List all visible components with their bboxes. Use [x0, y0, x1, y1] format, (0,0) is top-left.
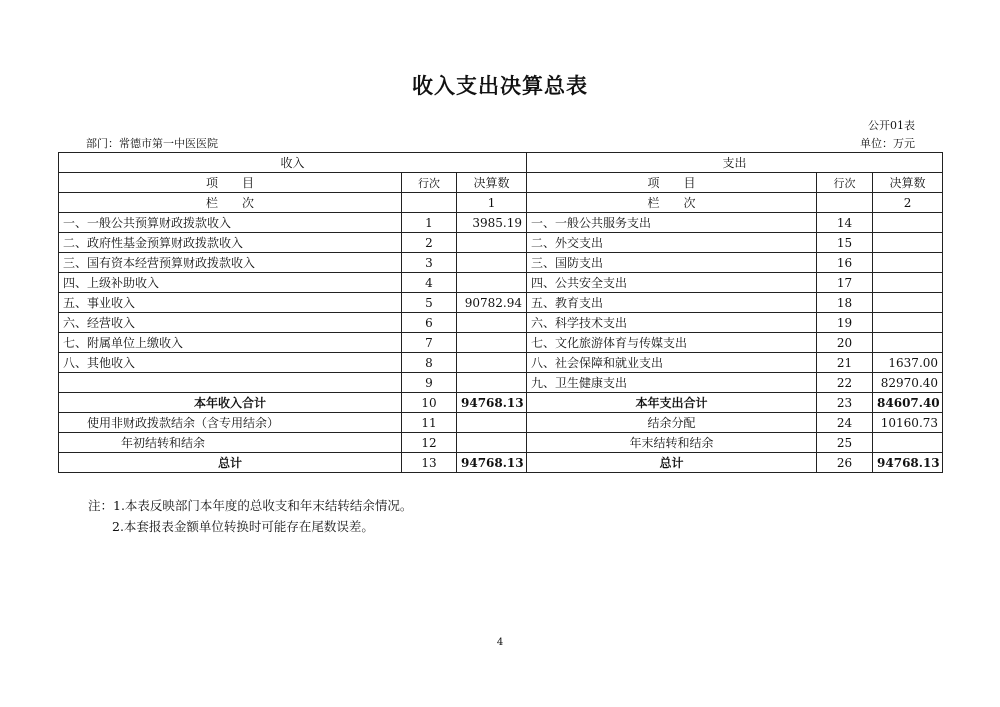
income-item: 三、国有资本经营预算财政拨款收入 — [59, 253, 402, 273]
income-header: 收入 — [59, 153, 527, 173]
table-row — [59, 333, 943, 353]
table-row — [59, 233, 943, 253]
expense-amount — [873, 273, 943, 293]
expense-line-no: 18 — [817, 293, 873, 313]
begin-carryover-amount — [457, 433, 527, 453]
end-carryover-no: 25 — [817, 433, 873, 453]
year-expense-label: 本年支出合计 — [527, 393, 817, 413]
table-row — [59, 253, 943, 273]
income-amount — [457, 233, 527, 253]
income-line-no-header: 行次 — [402, 173, 457, 193]
expense-line-no: 15 — [817, 233, 873, 253]
income-amount — [457, 313, 527, 333]
income-amount: 3985.19 — [457, 213, 527, 233]
expense-item: 二、外交支出 — [527, 233, 817, 253]
note-line-2: 2.本套报表金额单位转换时可能存在尾数误差。 — [112, 519, 374, 534]
table-row — [59, 273, 943, 293]
expense-header: 支出 — [527, 153, 943, 173]
expense-item: 三、国防支出 — [527, 253, 817, 273]
grand-expense-no: 26 — [817, 453, 873, 473]
income-item: 二、政府性基金预算财政拨款收入 — [59, 233, 402, 253]
income-amount-header: 决算数 — [457, 173, 527, 193]
grand-expense-label: 总计 — [527, 453, 817, 473]
page-number: 4 — [496, 637, 504, 648]
table-row — [59, 293, 943, 313]
expense-line-no: 19 — [817, 313, 873, 333]
income-column-blank — [402, 193, 457, 213]
income-item: 四、上级补助收入 — [59, 273, 402, 293]
expense-line-no: 16 — [817, 253, 873, 273]
expense-line-no: 22 — [817, 373, 873, 393]
expense-item: 六、科学技术支出 — [527, 313, 817, 333]
expense-amount — [873, 313, 943, 333]
income-item — [59, 373, 402, 393]
income-amount — [457, 253, 527, 273]
income-column-label: 栏 次 — [59, 193, 402, 213]
income-item-header: 项 目 — [59, 173, 402, 193]
income-item: 一、一般公共预算财政拨款收入 — [59, 213, 402, 233]
year-income-amount: 94768.13 — [457, 393, 527, 413]
table-row — [59, 313, 943, 333]
surplus-row — [59, 413, 943, 433]
income-line-no: 5 — [402, 293, 457, 313]
surplus-distribution-amount: 10160.73 — [873, 413, 943, 433]
end-carryover-label: 年末结转和结余 — [527, 433, 817, 453]
expense-amount: 1637.00 — [873, 353, 943, 373]
form-number: 公开01表 — [868, 119, 915, 132]
income-line-no: 9 — [402, 373, 457, 393]
year-total-row — [59, 393, 943, 413]
expense-amount — [873, 253, 943, 273]
surplus-distribution-label: 结余分配 — [527, 413, 817, 433]
expense-item-header: 项 目 — [527, 173, 817, 193]
year-income-no: 10 — [402, 393, 457, 413]
year-expense-amount: 84607.40 — [873, 393, 943, 413]
begin-carryover-label: 年初结转和结余 — [59, 433, 402, 453]
expense-line-no: 17 — [817, 273, 873, 293]
expense-line-no-header: 行次 — [817, 173, 873, 193]
summary-table — [58, 152, 943, 473]
expense-amount-header: 决算数 — [873, 173, 943, 193]
income-amount — [457, 353, 527, 373]
expense-item: 九、卫生健康支出 — [527, 373, 817, 393]
expense-item: 五、教育支出 — [527, 293, 817, 313]
end-carryover-amount — [873, 433, 943, 453]
grand-income-label: 总计 — [59, 453, 402, 473]
unit-label: 单位：万元 — [860, 137, 915, 150]
expense-item: 一、一般公共服务支出 — [527, 213, 817, 233]
income-line-no: 3 — [402, 253, 457, 273]
nonfiscal-surplus-amount — [457, 413, 527, 433]
grand-income-amount: 94768.13 — [457, 453, 527, 473]
table-row — [59, 373, 943, 393]
income-line-no: 6 — [402, 313, 457, 333]
begin-carryover-no: 12 — [402, 433, 457, 453]
income-line-no: 2 — [402, 233, 457, 253]
table-row — [59, 213, 943, 233]
expense-column-index: 2 — [873, 193, 943, 213]
income-line-no: 8 — [402, 353, 457, 373]
page-title: 收入支出决算总表 — [412, 74, 588, 98]
income-item: 六、经营收入 — [59, 313, 402, 333]
carryover-row — [59, 433, 943, 453]
grand-income-no: 13 — [402, 453, 457, 473]
income-amount: 90782.94 — [457, 293, 527, 313]
year-income-label: 本年收入合计 — [59, 393, 402, 413]
income-item: 八、其他收入 — [59, 353, 402, 373]
income-amount — [457, 373, 527, 393]
header-section-row — [59, 153, 943, 173]
year-expense-no: 23 — [817, 393, 873, 413]
expense-column-label: 栏 次 — [527, 193, 817, 213]
expense-amount: 82970.40 — [873, 373, 943, 393]
expense-line-no: 14 — [817, 213, 873, 233]
income-line-no: 1 — [402, 213, 457, 233]
expense-amount — [873, 293, 943, 313]
expense-item: 七、文化旅游体育与传媒支出 — [527, 333, 817, 353]
income-line-no: 7 — [402, 333, 457, 353]
column-index-row — [59, 193, 943, 213]
expense-line-no: 21 — [817, 353, 873, 373]
income-amount — [457, 333, 527, 353]
expense-item: 四、公共安全支出 — [527, 273, 817, 293]
expense-line-no: 20 — [817, 333, 873, 353]
nonfiscal-surplus-no: 11 — [402, 413, 457, 433]
expense-column-blank — [817, 193, 873, 213]
expense-amount — [873, 333, 943, 353]
note-line-1: 注：1.本表反映部门本年度的总收支和年末结转结余情况。 — [88, 498, 413, 513]
expense-amount — [873, 233, 943, 253]
grand-expense-amount: 94768.13 — [873, 453, 943, 473]
notes — [88, 495, 412, 537]
income-item: 七、附属单位上缴收入 — [59, 333, 402, 353]
surplus-distribution-no: 24 — [817, 413, 873, 433]
table-row — [59, 353, 943, 373]
expense-amount — [873, 213, 943, 233]
income-item: 五、事业收入 — [59, 293, 402, 313]
income-amount — [457, 273, 527, 293]
header-columns-row — [59, 173, 943, 193]
nonfiscal-surplus-label: 使用非财政拨款结余（含专用结余） — [59, 413, 402, 433]
department-label: 部门：常德市第一中医医院 — [86, 137, 218, 150]
income-column-index: 1 — [457, 193, 527, 213]
income-line-no: 4 — [402, 273, 457, 293]
expense-item: 八、社会保障和就业支出 — [527, 353, 817, 373]
grand-total-row — [59, 453, 943, 473]
